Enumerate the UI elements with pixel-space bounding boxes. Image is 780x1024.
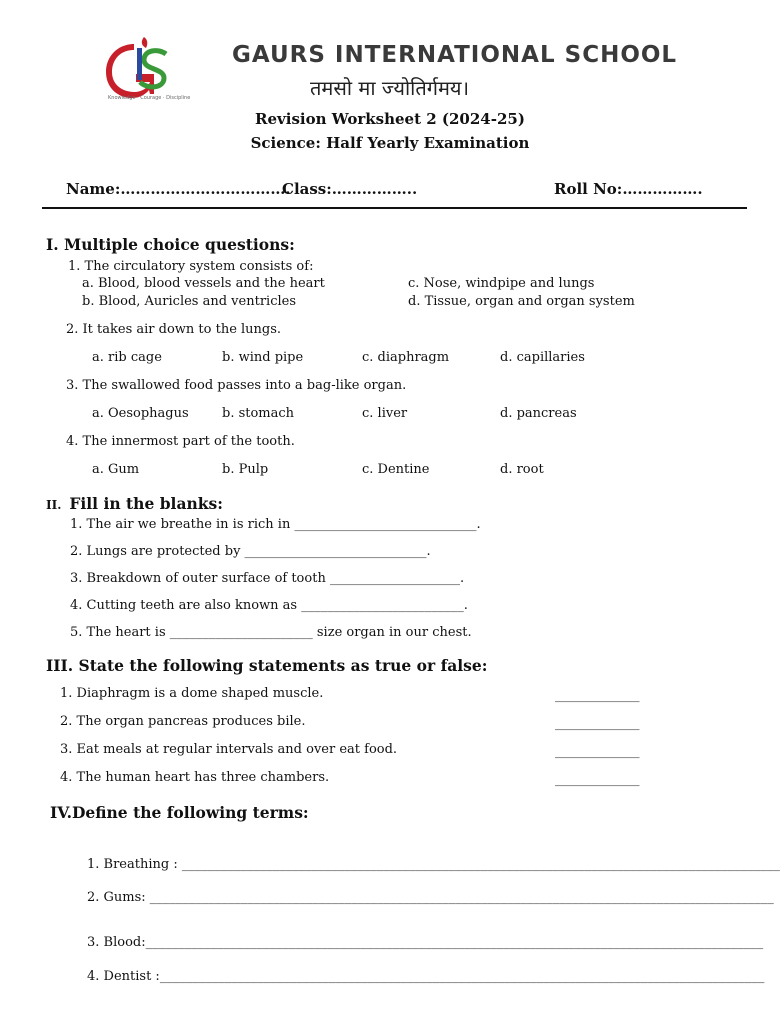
roll-field-label: Roll No:……………. — [554, 180, 703, 198]
section3-title: III. State the following statements as true or false: — [46, 656, 488, 675]
q2-option-a: a. rib cage — [92, 350, 162, 365]
fill-item-3: 3. Breakdown of outer surface of tooth ____________________. — [70, 571, 465, 586]
q3-option-b: b. stomach — [222, 406, 295, 421]
q2-option-b: b. wind pipe — [222, 350, 304, 365]
school-name: GAURS INTERNATIONAL SCHOOL — [232, 42, 678, 68]
q4-option-b: b. Pulp — [222, 462, 269, 477]
logo-i-letter — [137, 48, 142, 80]
q1-option-c: c. Nose, windpipe and lungs — [408, 276, 595, 291]
header-divider — [42, 207, 747, 209]
tf-blank-1: _____________ — [555, 688, 640, 703]
fill-item-5: 5. The heart is ______________________ size organ in our chest. — [70, 625, 472, 640]
q3-option-c: c. liver — [362, 406, 408, 421]
q4-option-a: a. Gum — [92, 462, 140, 477]
q1-option-b: b. Blood, Auricles and ventricles — [82, 294, 296, 309]
section2-numeral: II. — [46, 498, 62, 512]
tf-item-1: 1. Diaphragm is a dome shaped muscle. — [60, 686, 324, 701]
q2-option-d: d. capillaries — [500, 350, 585, 365]
section4-title: IV.Define the following terms: — [50, 803, 309, 822]
fill-item-1: 1. The air we breathe in is rich in ____________________________. — [70, 517, 481, 532]
tf-item-4: 4. The human heart has three chambers. — [60, 770, 330, 785]
tf-item-2: 2. The organ pancreas produces bile. — [60, 714, 306, 729]
tf-blank-2: _____________ — [555, 716, 640, 731]
q3-text: 3. The swallowed food passes into a bag-like organ. — [66, 378, 407, 393]
worksheet-title: Revision Worksheet 2 (2024-25) — [255, 110, 525, 128]
q3-option-a: a. Oesophagus — [92, 406, 189, 421]
tf-blank-3: _____________ — [555, 744, 640, 759]
exam-title: Science: Half Yearly Examination — [250, 134, 530, 152]
fill-item-4: 4. Cutting teeth are also known as _________________________. — [70, 598, 468, 613]
q4-option-d: d. root — [500, 462, 544, 477]
q1-text: 1. The circulatory system consists of: — [68, 259, 314, 274]
section1-title: I. Multiple choice questions: — [46, 235, 295, 254]
tf-item-3: 3. Eat meals at regular intervals and over eat food. — [60, 742, 398, 757]
fill-item-2: 2. Lungs are protected by ____________________________. — [70, 544, 431, 559]
class-field-label: Class:…………….. — [282, 180, 418, 198]
define-item-4: 4. Dentist :_____________________________________________________________________________________________ — [87, 969, 765, 984]
define-item-3: 3. Blood:_______________________________________________________________________________________________ — [87, 935, 764, 950]
svg-text:Knowledge · Courage · Discipli: Knowledge · Courage · Discipline — [108, 95, 191, 101]
define-item-2: 2. Gums: ________________________________________________________________________________________________ — [87, 890, 774, 905]
q1-option-a: a. Blood, blood vessels and the heart — [82, 276, 325, 291]
q2-option-c: c. diaphragm — [362, 350, 450, 365]
q4-option-c: c. Dentine — [362, 462, 430, 477]
school-motto: तमसो मा ज्योतिर्गमय। — [310, 76, 470, 100]
q1-option-d: d. Tissue, organ and organ system — [408, 294, 635, 309]
section2-title-text: Fill in the blanks: — [69, 494, 223, 513]
name-field-label: Name:……………………………. — [66, 180, 291, 198]
q4-text: 4. The innermost part of the tooth. — [66, 434, 295, 449]
q3-option-d: d. pancreas — [500, 406, 577, 421]
define-item-1: 1. Breathing : ____________________________________________________________________________________________ — [87, 857, 780, 872]
q2-text: 2. It takes air down to the lungs. — [66, 322, 282, 337]
torch-flame — [142, 37, 147, 48]
school-logo — [104, 34, 191, 101]
tf-blank-4: _____________ — [555, 772, 640, 787]
section2-title — [46, 494, 223, 513]
